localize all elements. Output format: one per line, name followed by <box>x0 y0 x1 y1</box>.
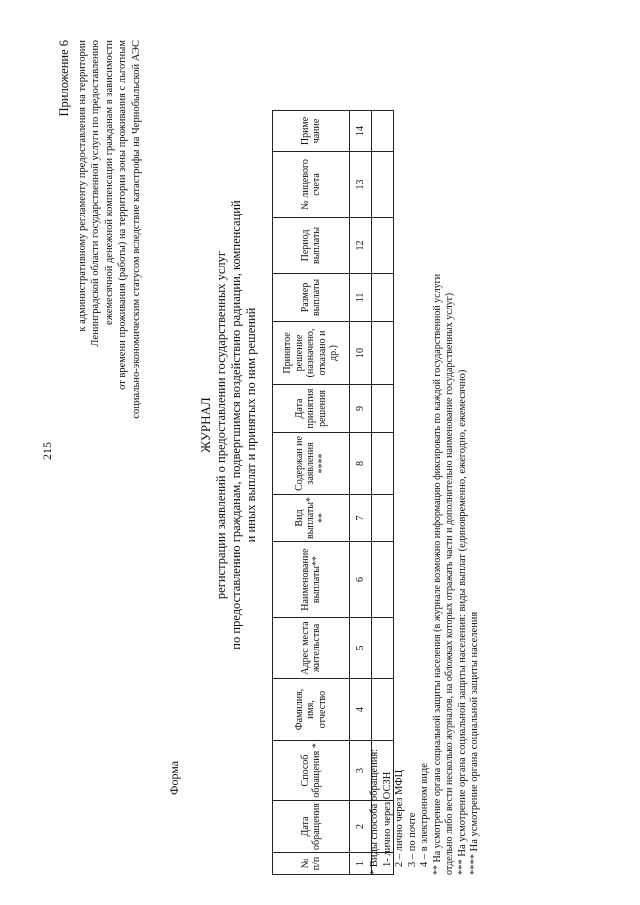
column-number: 12 <box>350 217 372 273</box>
footnote-line: *** На усмотрение органа социальной защиты населения: виды выплат (единовременно, ежегодно, ежемесячно) <box>456 369 468 875</box>
header-cell: Приме чание <box>273 110 350 151</box>
journal-title: ЖУРНАЛ <box>198 397 213 453</box>
footnote-line: 2 – лично через МФЦ <box>394 769 405 867</box>
header-cell: Вид выплаты* ** <box>273 494 350 541</box>
column-number: 6 <box>350 542 372 618</box>
appendix-title: Приложение 6 <box>57 40 71 117</box>
form-label: Форма <box>167 760 181 795</box>
footnote-line: * Виды способа обращения: <box>369 748 380 875</box>
journal-subtitle-line: и иных выплат и принятых по ним решений <box>244 307 258 543</box>
column-number: 11 <box>350 273 372 321</box>
appendix-line: от времени проживания (работы) на территории зоны проживания с льготным <box>117 40 129 390</box>
header-cell: Размер выплаты <box>273 273 350 321</box>
column-number: 1 <box>350 853 372 875</box>
column-number: 8 <box>350 432 372 494</box>
header-cell: Дата принятия решения <box>273 384 350 432</box>
header-cell: Период выплаты <box>273 217 350 273</box>
journal-subtitle-line: по предоставлению гражданам, подвергшимся воздействию радиации, компенсаций <box>229 200 243 650</box>
table-header-row <box>273 110 350 874</box>
header-cell: Дата обращения <box>273 801 350 853</box>
header-cell: Принятое решение (назначено, отказано и др.) <box>273 321 350 384</box>
appendix-block <box>58 40 144 460</box>
footnotes <box>369 95 482 875</box>
footnote-line: 3 – по почте <box>406 812 418 867</box>
footnote-line: 4 – в электронном виде <box>419 763 430 867</box>
header-cell: Способ обращения * <box>273 741 350 801</box>
header-cell: Содержан ие заявления **** <box>273 432 350 494</box>
footnote-line: ** На усмотрение органа социальной защиты населения (в журнале возможно информацию фиксировать по каждой государственной услуги <box>431 273 443 875</box>
header-cell: № п/п <box>273 853 350 875</box>
journal-subtitle-line: регистрации заявлений о предоставлении государственных услуг <box>214 250 228 600</box>
appendix-line: социально-экономическим статусом вследствие катастрофы на Чернобыльской АЭС <box>130 40 142 419</box>
column-number: 7 <box>350 494 372 541</box>
column-number: 10 <box>350 321 372 384</box>
footnote-line: отдельно либо вести несколько журналов, на обложках которых отражать части и дополнительно наименование государственных услуг) <box>444 292 455 875</box>
journal-heading <box>198 175 259 675</box>
header-cell: Наименование выплаты** <box>273 542 350 618</box>
column-number: 5 <box>350 618 372 679</box>
header-cell: № лицевого счета <box>273 151 350 217</box>
column-number: 3 <box>350 741 372 801</box>
column-number: 9 <box>350 384 372 432</box>
footnote-line: **** На усмотрение органа социальной защиты населения <box>469 611 480 875</box>
footnote-line: 1- лично через ОСЗН <box>381 771 393 867</box>
header-cell: Адрес места жительства <box>273 618 350 679</box>
appendix-line: к административному регламенту предоставления на территории <box>76 40 88 332</box>
column-number: 13 <box>350 151 372 217</box>
header-cell: Фамилия, имя, отчество <box>273 679 350 741</box>
page-number: 215 <box>40 442 54 460</box>
column-number: 4 <box>350 679 372 741</box>
appendix-line: ежемесячной денежной компенсации гражданам в зависимости <box>103 40 115 325</box>
column-number: 14 <box>350 110 372 151</box>
appendix-line: Ленинградской области государственной услуги по предоставлению <box>90 40 102 347</box>
column-number: 2 <box>350 801 372 853</box>
